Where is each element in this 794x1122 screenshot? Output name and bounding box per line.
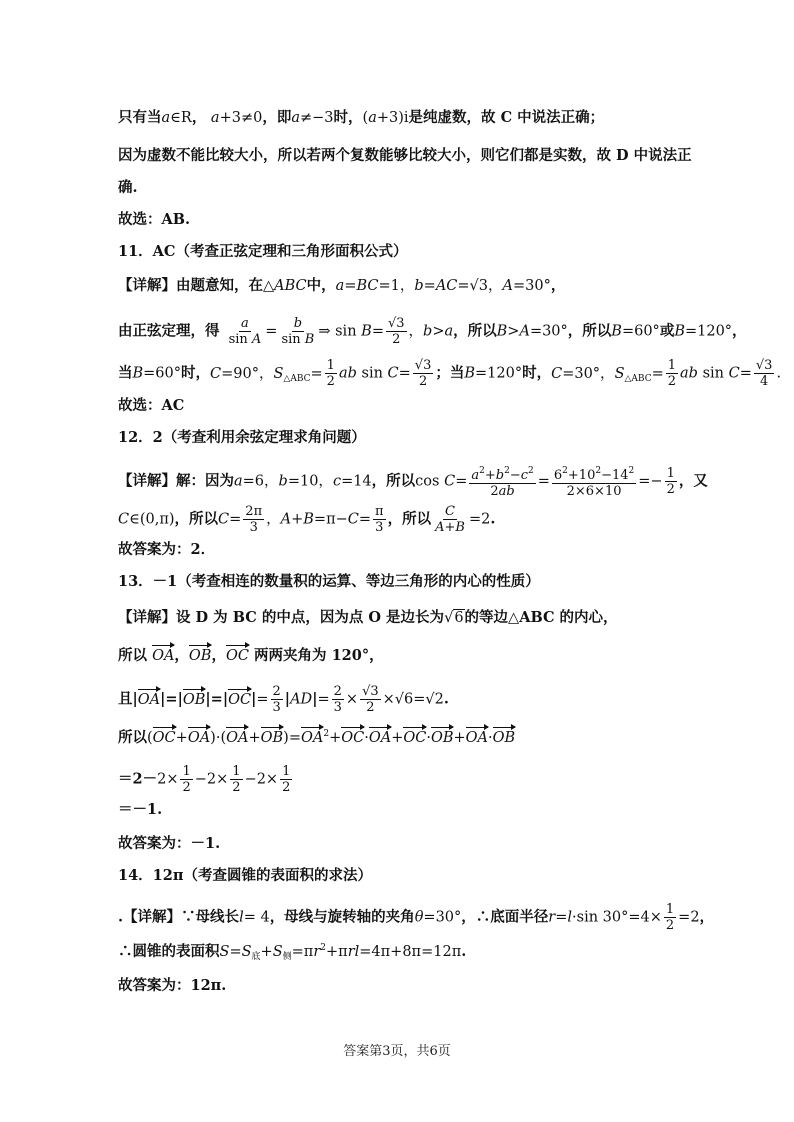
para10-line2: 因为虚数不能比较大小，所以若两个复数能够比较大小，则它们都是实数，故 D 中说法正 (118, 147, 692, 164)
page-footer: 答案第3页，共6页 (343, 1044, 451, 1059)
q13-line5: ＝2－2× $\frac{1}{2}$ −2× $\frac{1}{2}$ −2× $\frac{1}{2}$ (118, 764, 291, 795)
q12-header: 12．2（考查利用余弦定理求角问题） (118, 429, 366, 446)
q11-header: 11．AC（考查正弦定理和三角形面积公式） (118, 243, 408, 260)
q13-line4: 所以$(OC+OA)\cdot(OA+OB)=OA^2+OC\cdot OA+OC\cdot OB+OA\cdot OB$ (118, 729, 516, 746)
para10-answer: 故选：AB. (118, 211, 191, 228)
q14-answer: 故答案为：12π. (118, 977, 227, 994)
q14-line2: ∴圆锥的表面积$S=S_底+S_侧=\pi r^2+\pi rl=4\pi+8\pi=12\pi$. (118, 943, 467, 962)
q14-header: 14．12π（考查圆锥的表面积的求法） (118, 867, 372, 884)
q13-line1: 【详解】设 D 为 BC 的中点，因为点 O 是边长为√6的等边△ABC 的内心， (118, 609, 618, 626)
q11-answer: 故选：AC (118, 397, 185, 414)
q13-line3: 且|OA|=|OB|=|OC|= $\frac{2}{3}$ |AD|= $\frac{2}{3}$ × $\frac{√3}{2}$ ×√6=√2. (118, 684, 449, 715)
q13-header: 13．－1（考查相连的数量积的运算、等边三角形的内心的性质） (118, 573, 540, 590)
q13-line6: ＝－1. (118, 801, 163, 818)
q12-line1: 【详解】解：因为a=6，b=10，c=14，所以cos C= $\frac{a^2+b^2-c^2}{2ab}$ = $\frac{6^2+10^2-14^2}{2\times 6\times 10}$ =− $\frac{1}{2}$ ，又 (118, 466, 708, 499)
q14-line1: .【详解】∵母线长l= 4，母线与旋转轴的夹角θ=30°，∴底面半径r=l·sin 30°=4× $\frac{1}{2}$ =2， (118, 902, 715, 933)
q11-line1: 【详解】由题意知，在△ABC中，a=BC=1，b=AC=√3，A=30°， (118, 277, 566, 294)
q13-answer: 故答案为：－1. (118, 835, 221, 852)
para10-line3: 确. (118, 179, 138, 196)
q11-line3: 当B=60°时，C=90°，$S_{\triangle ABC}=$ $\frac{1}{2}$ ab sin C= $\frac{√3}{2}$ ；当B=120°时，C=30°，$S_{\triangle ABC}=$ $\frac{1}{2}$ ab sin C= $\frac{√3}{4}$ . (118, 358, 782, 389)
q13-line2: 所以 OA，OB，OC 两两夹角为 120°， (118, 647, 384, 664)
q12-answer: 故答案为：2． (118, 541, 216, 558)
para10-line1: 只有当a∈R， a+3≠0，即a≠−3时，(a+3)i是纯虚数，故 C 中说法正确； (118, 109, 605, 126)
q12-line2: C∈(0,π)，所以C= $\frac{2\pi}{3}$ ，A+B=π−C= $\frac{\pi}{3}$ ，所以 $\frac{C}{A+B}$ =2. (118, 504, 496, 535)
q11-line2: 由正弦定理，得 $\frac{a}{\text{sin A}}$ = $\frac{b}{\text{sin B}}$ ⇒ sin B= $\frac{√3}{2}$ ，b>a，所以B>A=30°，所以B=60°或B=120°， (118, 316, 747, 347)
